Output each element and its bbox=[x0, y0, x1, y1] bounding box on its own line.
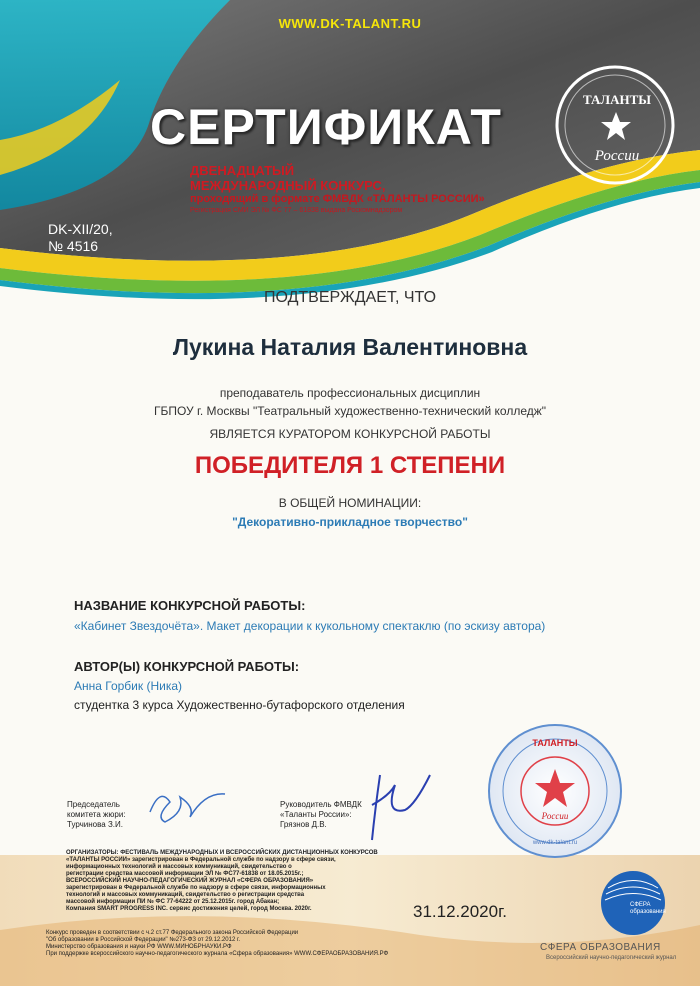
site-url: WWW.DK-TALANT.RU bbox=[278, 16, 422, 31]
logo-talanty-text: ТАЛАНТЫ bbox=[582, 92, 652, 107]
work-title-value: «Кабинет Звездочёта». Макет декорации к кукольному спектаклю (по эскизу автора) bbox=[74, 619, 546, 633]
jury-chair-line-2: комитета жюри: bbox=[67, 810, 126, 819]
sfera-logo-text: СФЕРА образования bbox=[630, 902, 666, 915]
document-code-series: DK-XII/20, bbox=[48, 221, 113, 237]
law-block bbox=[46, 930, 491, 958]
contest-line-2: МЕЖДУНАРОДНЫЙ КОНКУРС, bbox=[190, 178, 386, 193]
document-code-number: № 4516 bbox=[48, 238, 99, 254]
jury-chair-line-1: Председатель bbox=[67, 800, 120, 809]
star-icon bbox=[600, 110, 632, 142]
contest-line-1: ДВЕНАДЦАТЫЙ bbox=[190, 163, 295, 178]
contest-line-3: проходящий в формате ФМВДК «ТАЛАНТЫ РОССИИ» bbox=[190, 193, 485, 205]
organizers-line: ОРГАНИЗАТОРЫ: ФЕСТИВАЛЬ МЕЖДУНАРОДНЫХ И ВСЕРОССИЙСКИХ ДИСТАНЦИОННЫХ КОНКУРСОВ bbox=[66, 850, 378, 856]
organizers-line: регистрации средства массовой информации ЭЛ № ФС77-61838 от 18.05.2015г.; bbox=[66, 871, 304, 877]
sfera-title: СФЕРА ОБРАЗОВАНИЯ bbox=[540, 942, 661, 953]
recipient-position: преподаватель профессиональных дисциплин bbox=[219, 386, 481, 400]
jury-chair-caption bbox=[67, 800, 126, 830]
head-caption bbox=[280, 800, 362, 830]
organizers-line: Компания SMART PROGRESS INC. сервис достижения целей, город Москва. 2020г. bbox=[66, 906, 312, 912]
work-title-label: НАЗВАНИЕ КОНКУРСНОЙ РАБОТЫ: bbox=[74, 598, 306, 613]
stamp-center-top: ТАЛАНТЫ bbox=[532, 738, 578, 748]
law-line: При поддержке всероссийского научно-педагогического журнала «Сфера образования» WWW.СФЕРАОБРАЗОВАНИЯ.РФ bbox=[46, 951, 389, 957]
winner-degree: ПОБЕДИТЕЛЯ 1 СТЕПЕНИ bbox=[194, 452, 506, 479]
author-info: студентка 3 курса Художественно-бутафорского отделения bbox=[74, 698, 405, 712]
registration-text: Регистрация СМИ ЭЛ № ФС 77 – 61838 выдана Роскомнадзором bbox=[190, 207, 403, 214]
organizers-line: ВСЕРОССИЙСКИЙ НАУЧНО-ПЕДАГОГИЧЕСКИЙ ЖУРНАЛ «СФЕРА ОБРАЗОВАНИЯ» bbox=[66, 878, 314, 884]
nomination-label: В ОБЩЕЙ НОМИНАЦИИ: bbox=[278, 496, 422, 510]
head-line-2: «Таланты России»: bbox=[280, 810, 352, 819]
organizers-line: массовой информации ПИ № ФС 77-64222 от 25.12.2015г. город Абакан; bbox=[66, 899, 280, 905]
organizers-block bbox=[66, 850, 401, 913]
sfera-subtitle: Всероссийский научно-педагогический журнал bbox=[546, 955, 677, 961]
organizers-line: зарегистрирован в Федеральной службе по надзору в сфере связи, информационных bbox=[66, 885, 326, 891]
logo-rossii-text: России bbox=[594, 148, 640, 164]
stamp-site: www.dk-talant.ru bbox=[532, 840, 578, 846]
law-line: "Об образовании в Российской Федерации" №273-ФЗ от 29.12.2012 г. bbox=[46, 937, 241, 943]
jury-signature-image bbox=[140, 782, 230, 832]
certificate-title: СЕРТИФИКАТ bbox=[150, 99, 502, 155]
jury-chair-line-3: Турчинова З.И. bbox=[67, 820, 123, 829]
organizers-line: информационных технологий и массовых коммуникаций, свидетельство о bbox=[66, 864, 292, 870]
confirms-text: ПОДТВЕРЖДАЕТ, ЧТО bbox=[263, 289, 437, 306]
law-line: Конкурс проведен в соответствии с ч.2 ст.77 Федерального закона Российской Федерации bbox=[46, 930, 299, 936]
head-signature-image bbox=[360, 765, 440, 845]
head-line-1: Руководитель ФМВДК bbox=[280, 800, 362, 809]
organizers-line: технологий и массовых коммуникаций, свидетельство о регистрации средства bbox=[66, 892, 305, 898]
head-line-3: Грязнов Д.В. bbox=[280, 820, 327, 829]
recipient-name: Лукина Наталия Валентиновна bbox=[172, 334, 528, 360]
author-name: Анна Горбик (Ника) bbox=[74, 679, 183, 693]
organizers-line: «ТАЛАНТЫ РОССИИ» зарегистрирован в Федеральной службе по надзору в сфере связи, bbox=[66, 857, 336, 863]
authors-label: АВТОР(Ы) КОНКУРСНОЙ РАБОТЫ: bbox=[74, 659, 300, 674]
nomination-value: "Декоративно-прикладное творчество" bbox=[232, 515, 468, 529]
curator-text: ЯВЛЯЕТСЯ КУРАТОРОМ КОНКУРСНОЙ РАБОТЫ bbox=[209, 427, 491, 441]
document-code bbox=[48, 221, 113, 255]
stamp-center-bottom: России bbox=[541, 811, 569, 821]
recipient-organization: ГБПОУ г. Москвы "Театральный художественно-технический колледж" bbox=[153, 404, 547, 418]
issue-date: 31.12.2020г. bbox=[413, 902, 507, 921]
law-line: Министерство образования и науки РФ WWW.МИНОБРНАУКИ.РФ bbox=[46, 944, 232, 950]
